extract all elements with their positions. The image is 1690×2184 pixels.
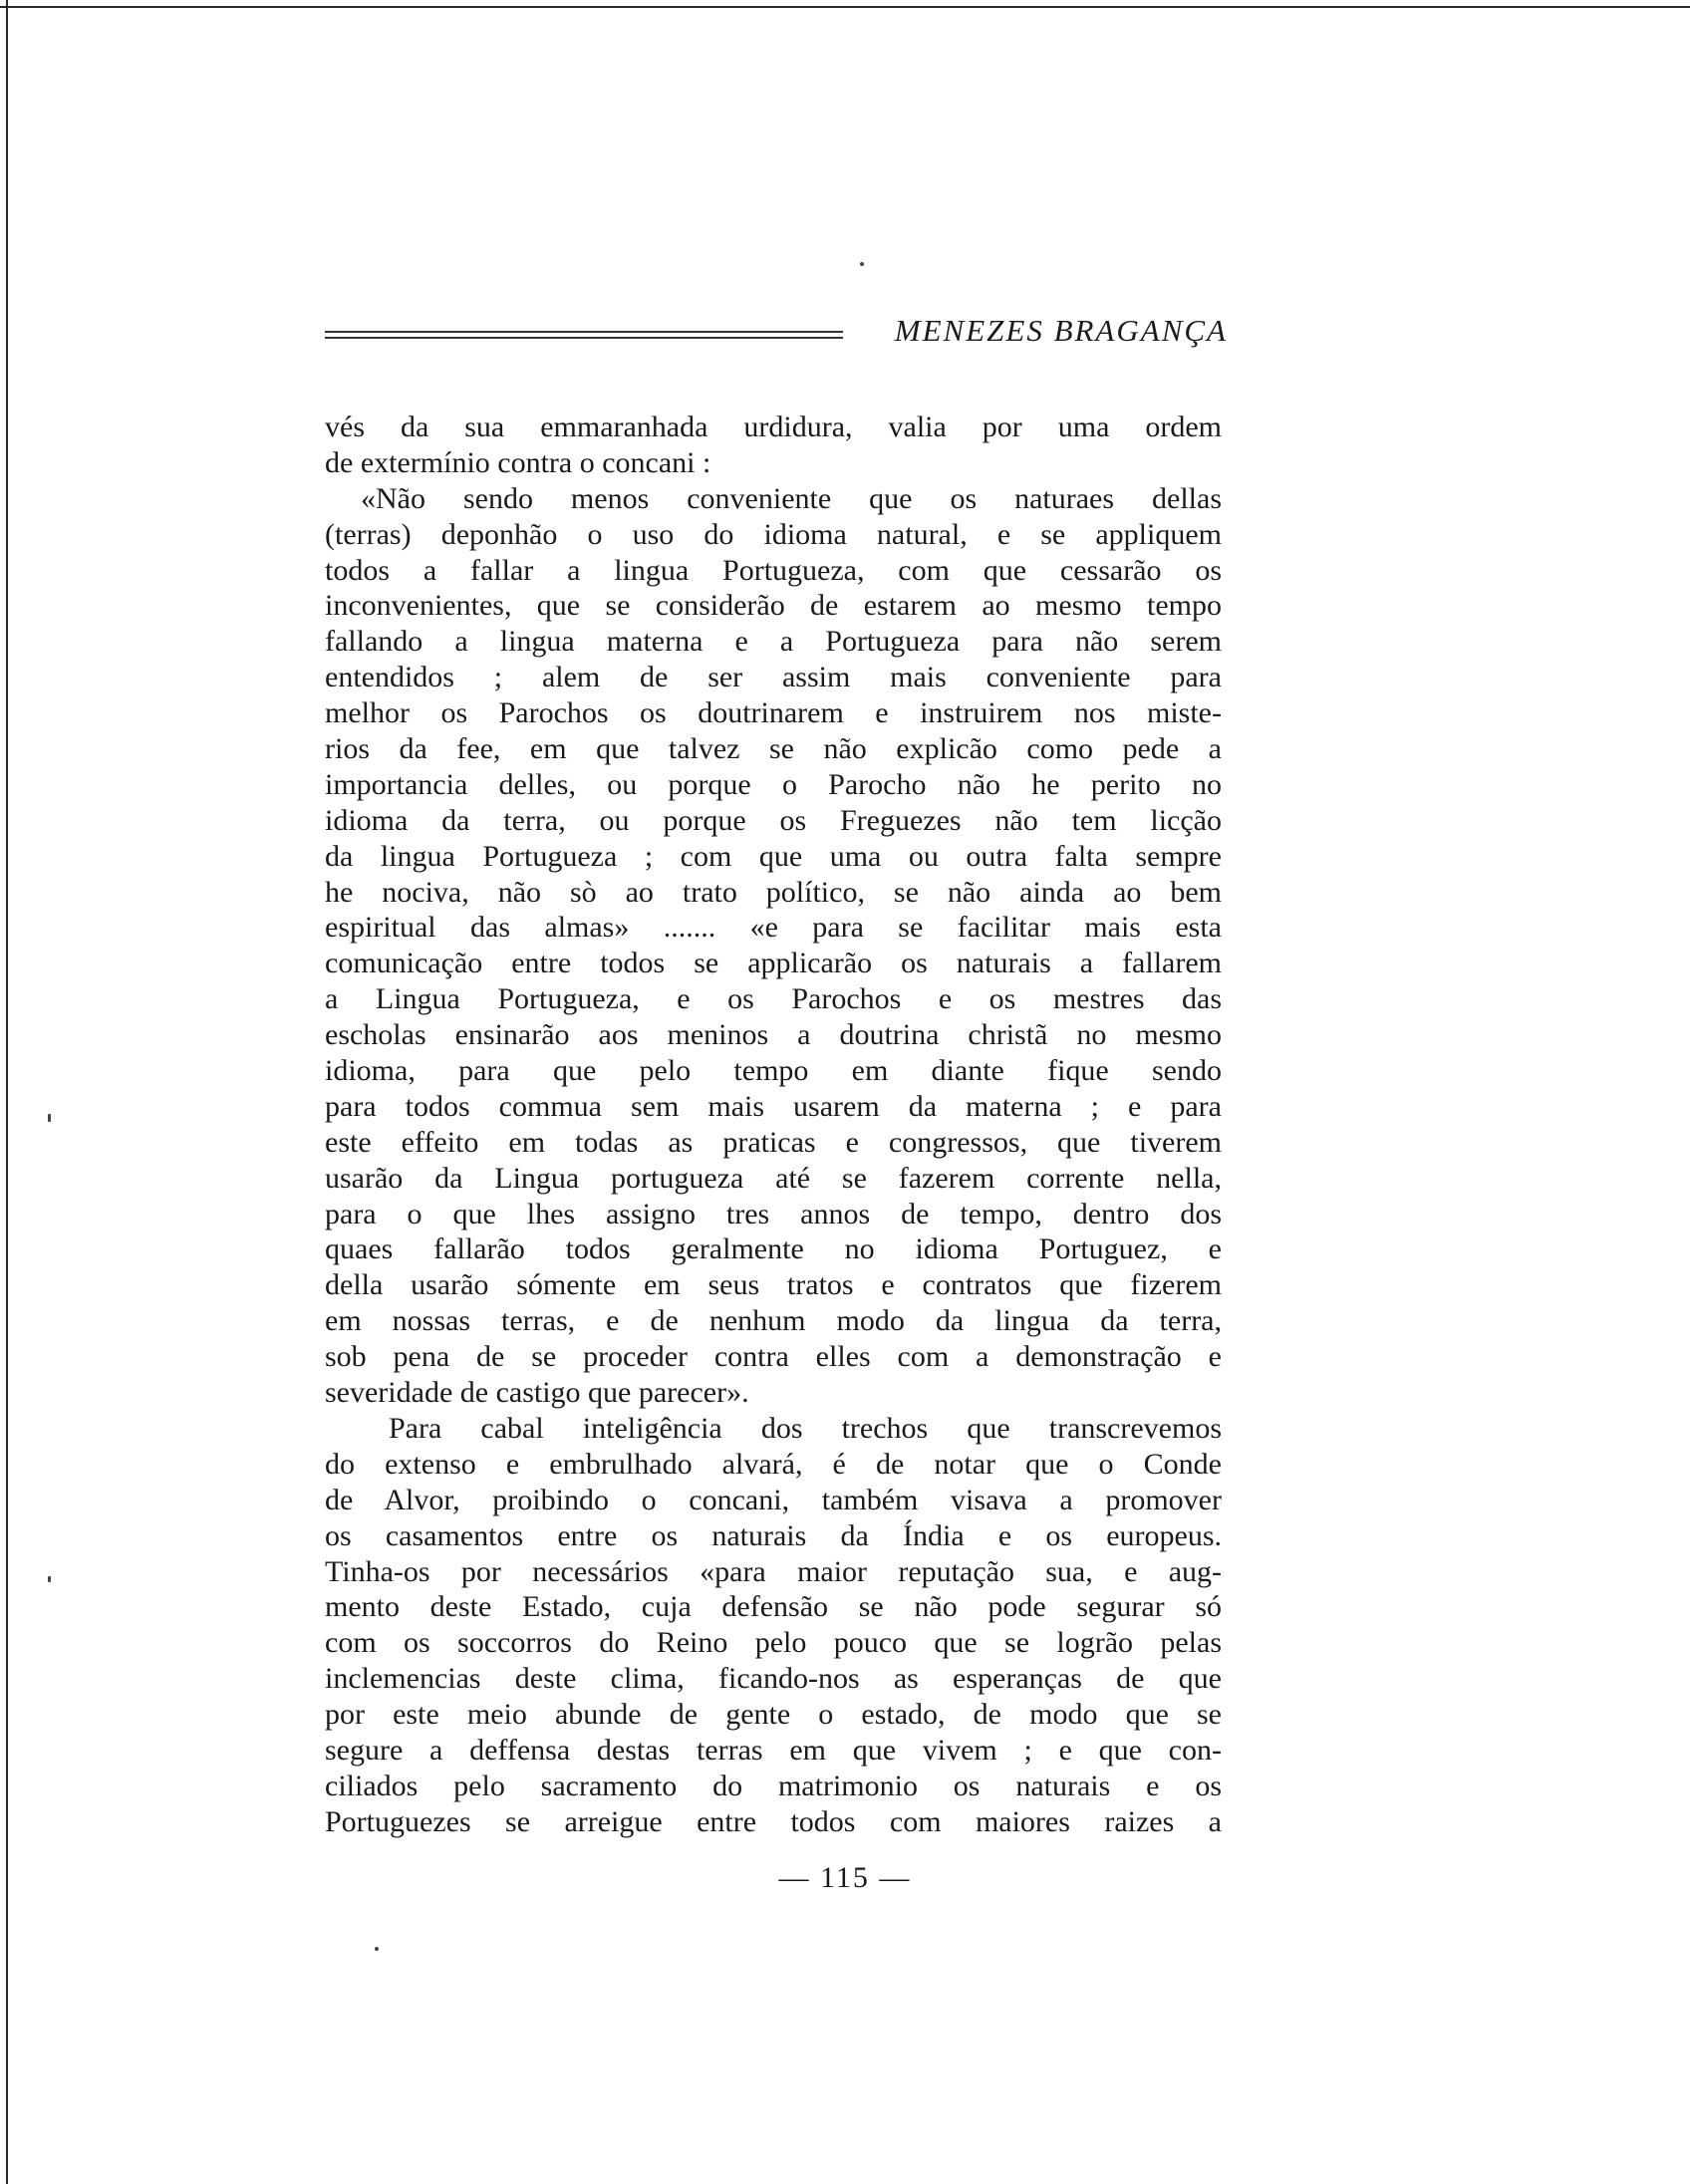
running-header — [325, 313, 1228, 359]
text-line: escholas ensinarão aos meninos a doutrina christã no mesmo — [325, 1018, 1222, 1052]
scan-border-top — [0, 6, 1690, 8]
text-line: para todos commua sem mais usarem da materna ; e para — [325, 1089, 1222, 1123]
scan-speck — [375, 1947, 379, 1951]
text-line: (terras) deponhão o uso do idioma natural, e se appliquem — [325, 517, 1222, 551]
text-line: comunicação entre todos se applicarão os naturais a fallarem — [325, 947, 1222, 980]
text-line: importancia delles, ou porque o Parocho não he perito no — [325, 767, 1222, 801]
text-line: este effeito em todas as praticas e congressos, que tiverem — [325, 1125, 1222, 1159]
text-line: rios da fee, em que talvez se não explicão como pede a — [325, 732, 1222, 766]
text-line: de Alvor, proibindo o concani, também visava a promover — [325, 1483, 1222, 1516]
scan-speck — [48, 1114, 51, 1122]
text-line: Tinha-os por necessários «para maior reputação sua, e aug- — [325, 1554, 1222, 1588]
header-rule — [325, 337, 843, 339]
text-line: idioma, para que pelo tempo em diante fique sendo — [325, 1054, 1222, 1088]
text-line: em nossas terras, e de nenhum modo da lingua da terra, — [325, 1304, 1222, 1338]
text-line: vés da sua emmaranhada urdidura, valia por uma ordem — [325, 410, 1222, 443]
scan-speck — [48, 1576, 51, 1582]
page-number: — 115 — — [778, 1861, 912, 1894]
text-line: todos a fallar a lingua Portugueza, com que cessarão os — [325, 553, 1222, 587]
scan-border-left — [6, 0, 8, 2184]
text-line: melhor os Parochos os doutrinarem e instruirem nos miste- — [325, 696, 1222, 730]
text-line: severidade de castigo que parecer». — [325, 1376, 749, 1410]
text-line: inclemencias deste clima, ficando-nos as esperanças de que — [325, 1662, 1222, 1696]
text-line: he nociva, não sò ao trato político, se não ainda ao bem — [325, 875, 1222, 909]
text-line: mento deste Estado, cuja defensão se não pode segurar só — [325, 1590, 1222, 1624]
text-line: inconvenientes, que se considerão de estarem ao mesmo tempo — [325, 589, 1222, 623]
text-line: espiritual das almas» ....... «e para se facilitar mais esta — [325, 911, 1222, 945]
text-line: quaes fallarão todos geralmente no idioma Portuguez, e — [325, 1232, 1222, 1266]
running-title: MENEZES BRAGANÇA — [894, 313, 1228, 348]
text-line: della usarão sómente em seus tratos e contratos que fizerem — [325, 1268, 1222, 1302]
text-line: de extermínio contra o concani : — [325, 445, 711, 479]
text-line: Portuguezes se arreigue entre todos com maiores raizes a — [325, 1804, 1222, 1838]
text-line: fallando a lingua materna e a Portugueza para não serem — [325, 625, 1222, 659]
text-line: por este meio abunde de gente o estado, de modo que se — [325, 1698, 1222, 1732]
text-line: «Não sendo menos conveniente que os naturaes dellas — [361, 481, 1222, 515]
text-line: idioma da terra, ou porque os Freguezes não tem licção — [325, 803, 1222, 837]
text-line: sob pena de se proceder contra elles com a demonstração e — [325, 1340, 1222, 1374]
scan-speck — [860, 262, 864, 266]
text-line: para o que lhes assigno tres annos de tempo, dentro dos — [325, 1197, 1222, 1230]
text-line: usarão da Lingua portugueza até se fazerem corrente nella, — [325, 1161, 1222, 1195]
text-line: entendidos ; alem de ser assim mais conveniente para — [325, 661, 1222, 694]
text-line: segure a deffensa destas terras em que vivem ; e que con- — [325, 1733, 1222, 1767]
body-text — [325, 410, 1222, 1840]
text-line: a Lingua Portugueza, e os Parochos e os mestres das — [325, 982, 1222, 1016]
text-line: Para cabal inteligência dos trechos que transcrevemos — [389, 1411, 1222, 1445]
text-line: do extenso e embrulhado alvará, é de notar que o Conde — [325, 1447, 1222, 1481]
text-line: da lingua Portugueza ; com que uma ou outra falta sempre — [325, 839, 1222, 873]
text-line: ciliados pelo sacramento do matrimonio os naturais e os — [325, 1769, 1222, 1802]
text-line: com os soccorros do Reino pelo pouco que se logrão pelas — [325, 1626, 1222, 1660]
header-rule — [325, 331, 843, 333]
text-line: os casamentos entre os naturais da Índia e os europeus. — [325, 1518, 1222, 1552]
